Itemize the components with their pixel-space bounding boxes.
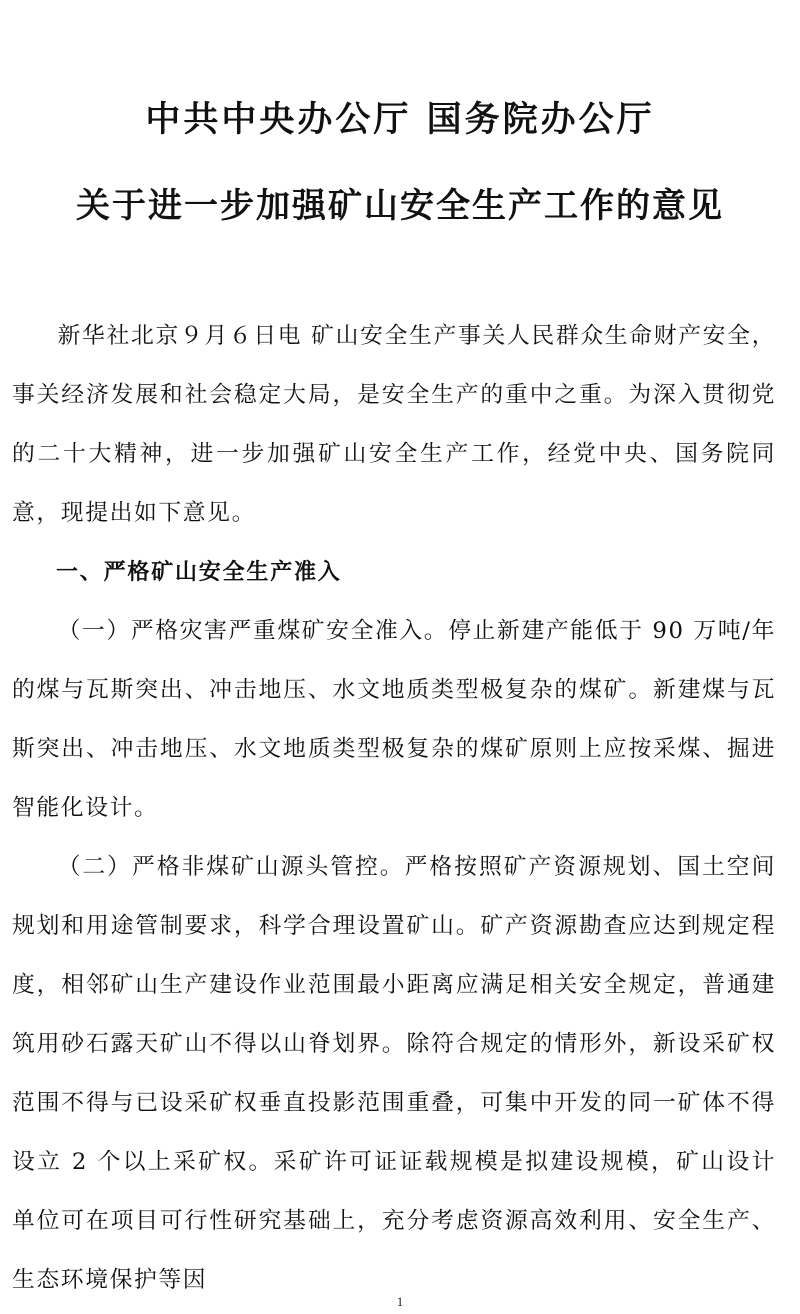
document-title: 关于进一步加强矿山安全生产工作的意见 <box>76 186 724 226</box>
section-heading-1: 一、严格矿山安全生产准入 <box>56 560 342 585</box>
document-body <box>12 307 776 1310</box>
paragraph-item-2: （二）严格非煤矿山源头管控。严格按照矿产资源规划、国土空间规划和用途管制要求，科学合理设置矿山。矿产资源勘查应达到规定程度，相邻矿山生产建设作业范围最小距离应满足相关安全规定，普通建筑用砂石露天矿山不得以山脊划界。除符合规定的情形外，新设采矿权范围不得与已设采矿权垂直投影范围重叠，可集中开发的同一矿体不得设立 2 个以上采矿权。采矿许可证证载规模是拟建设规模，矿山设计单位可在项目可行性研究基础上，充分考虑资源高效利用、安全生产、生态环境保护等因 <box>12 854 776 1293</box>
intro-paragraph: 新华社北京９月６日电 矿山安全生产事关人民群众生命财产安全，事关经济发展和社会稳定大局，是安全生产的重中之重。为深入贯彻党的二十大精神，进一步加强矿山安全生产工作，经党中央、国务院同意，现提出如下意见。 <box>12 323 776 526</box>
document-title-issuers: 中共中央办公厅 国务院办公厅 <box>145 100 655 140</box>
page-number: 1 <box>396 1294 404 1309</box>
paragraph-item-1: （一）严格灾害严重煤矿安全准入。停止新建产能低于 90 万吨/年的煤与瓦斯突出、冲击地压、水文地质类型极复杂的煤矿。新建煤与瓦斯突出、冲击地压、水文地质类型极复杂的煤矿原则上应按采煤、掘进智能化设计。 <box>12 618 776 821</box>
